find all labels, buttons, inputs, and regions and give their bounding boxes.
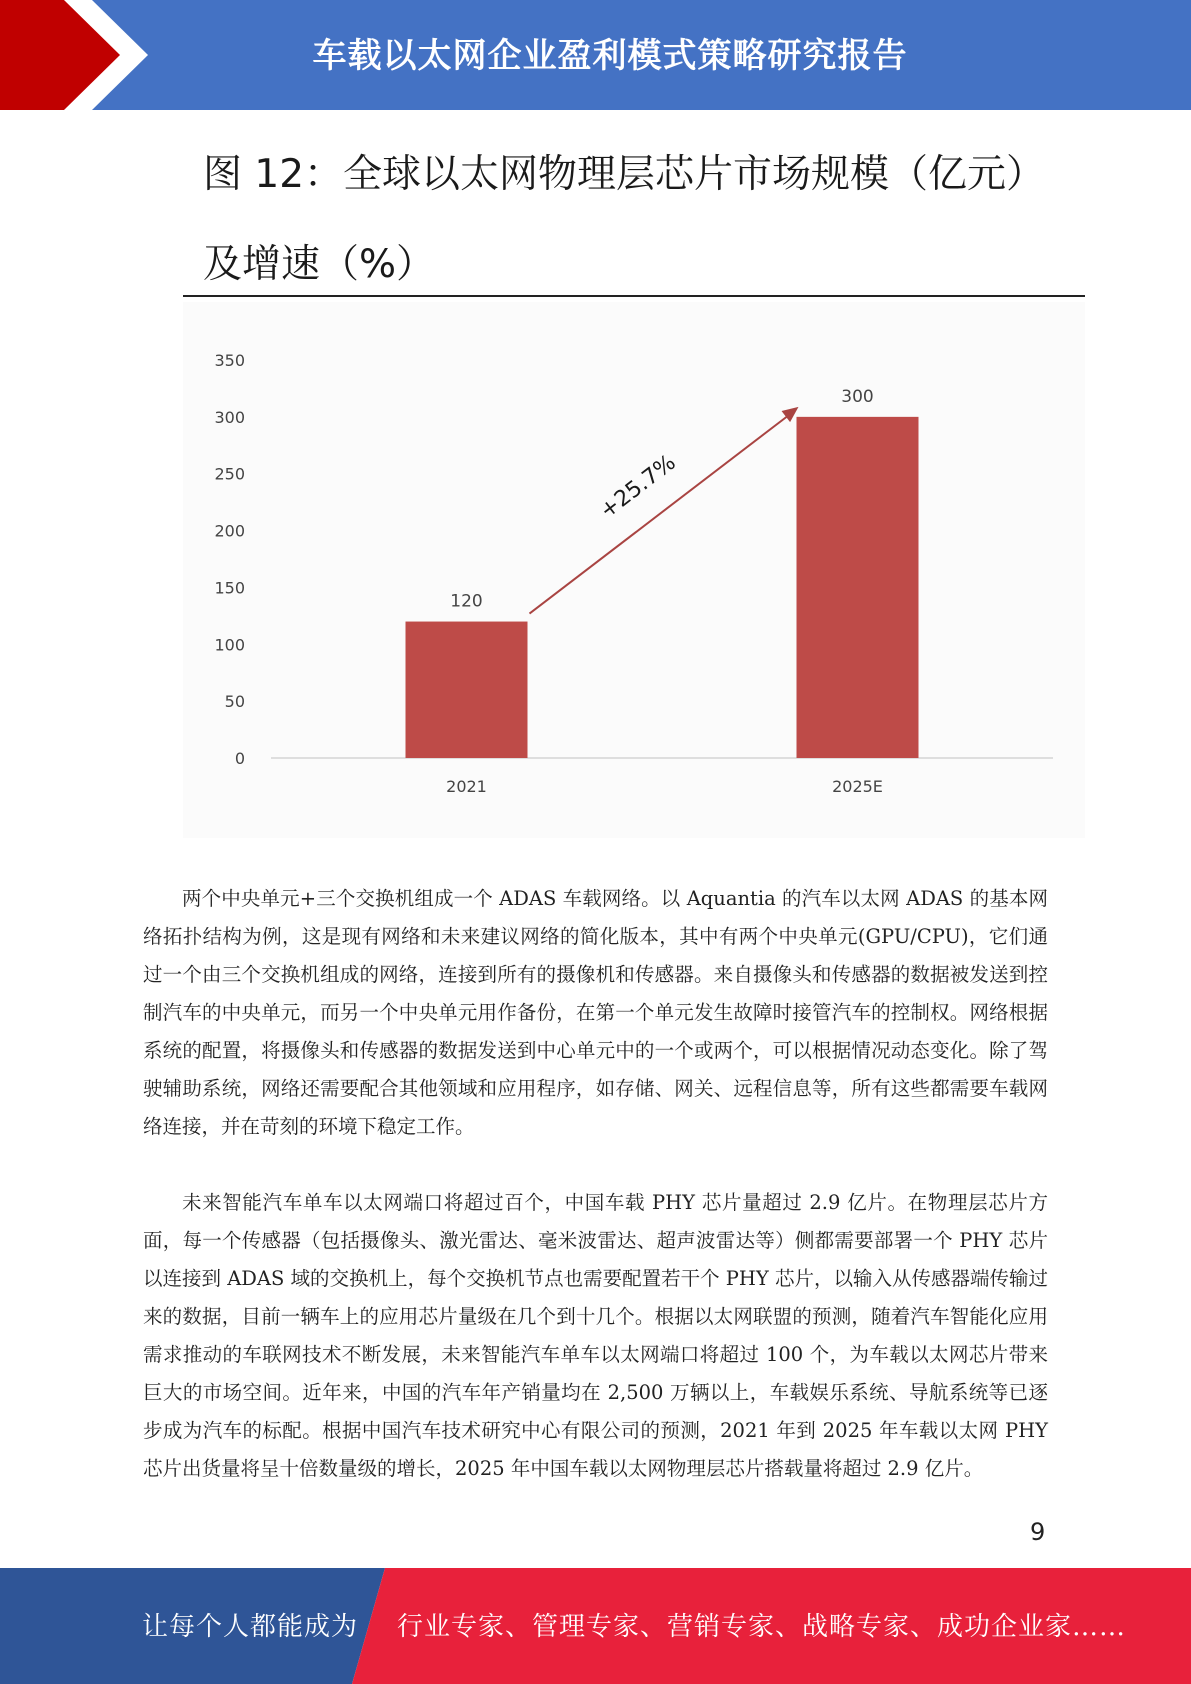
paragraph-adas-network: 两个中央单元+三个交换机组成一个 ADAS 车载网络。以 Aquantia 的汽车以太网 ADAS 的基本网络拓扑结构为例，这是现有网络和未来建议网络的简化版本，其中有两个中央单元(GPU/CPU)，它们通过一个由三个交换机组成的网络，连接到所有的摄像机和传感器。来自摄像头和传感器的数据被发送到控制汽车的中央单元，而另一个中央单元用作备份，在第一个单元发生故障时接管汽车的控制权。网络根据系统的配置，将摄像头和传感器的数据发送到中心单元中的一个或两个，可以根据情况动态变化。除了驾驶辅助系统，网络还需要配合其他领域和应用程序，如存储、网关、远程信息等，所有这些都需要车载网络连接，并在苛刻的环境下稳定工作。 <box>143 887 1048 1138</box>
page-footer <box>0 1568 1191 1684</box>
body-text <box>143 880 1048 1526</box>
y-tick-label-250: 250 <box>214 464 245 484</box>
data-label-2021: 120 <box>450 591 483 612</box>
x-tick-label-2025E: 2025E <box>832 777 883 796</box>
y-tick-label-150: 150 <box>214 578 245 598</box>
bar-2021 <box>406 622 528 758</box>
x-tick-label-2021: 2021 <box>446 777 487 796</box>
figure-title: 图 12：全球以太网物理层芯片市场规模（亿元）及增速（%） <box>203 152 1046 287</box>
y-tick-label-100: 100 <box>214 635 245 655</box>
bar-2025E <box>797 417 919 758</box>
page-number: 9 <box>1030 1518 1046 1546</box>
y-tick-label-350: 350 <box>214 351 245 370</box>
figure-12 <box>183 130 1085 838</box>
bar-chart <box>183 302 1085 838</box>
page-header <box>0 0 1191 110</box>
growth-arrow-line <box>530 414 791 614</box>
footer-slogan-right: 行业专家、管理专家、营销专家、战略专家、成功企业家…… <box>397 1612 1127 1642</box>
y-tick-label-200: 200 <box>214 521 245 541</box>
growth-rate-annotation: +25.7% <box>595 450 681 524</box>
y-tick-label-0: 0 <box>234 749 245 768</box>
data-label-2025E: 300 <box>841 386 874 407</box>
chart-canvas <box>183 302 1085 838</box>
footer-slogan-left: 让每个人都能成为 <box>142 1612 359 1642</box>
y-tick-label-300: 300 <box>214 407 245 427</box>
y-tick-label-50: 50 <box>224 692 245 712</box>
header-chevron-decoration <box>0 0 160 110</box>
report-title: 车载以太网企业盈利模式策略研究报告 <box>312 36 908 76</box>
paragraph-phy-chips: 未来智能汽车单车以太网端口将超过百个，中国车载 PHY 芯片量超过 2.9 亿片。在物理层芯片方面，每一个传感器（包括摄像头、激光雷达、毫米波雷达、超声波雷达等）侧都需要部署一个 PHY 芯片以连接到 ADAS 域的交换机上，每个交换机节点也需要配置若干个 PHY 芯片，以输入从传感器端传输过来的数据，目前一辆车上的应用芯片量级在几个到十几个。根据以太网联盟的预测，随着汽车智能化应用需求推动的车联网技术不断发展，未来智能汽车单车以太网端口将超过 100 个，为车载以太网芯片带来巨大的市场空间。近年来，中国的汽车年产销量均在 2,500 万辆以上，车载娱乐系统、导航系统等已逐步成为汽车的标配。根据中国汽车技术研究中心有限公司的预测，2021 年到 2025 年车载以太网 PHY 芯片出货量将呈十倍数量级的增长，2025 年中国车载以太网物理层芯片搭载量将超过 2.9 亿片。 <box>143 1191 1048 1480</box>
figure-title-rule <box>183 295 1085 297</box>
